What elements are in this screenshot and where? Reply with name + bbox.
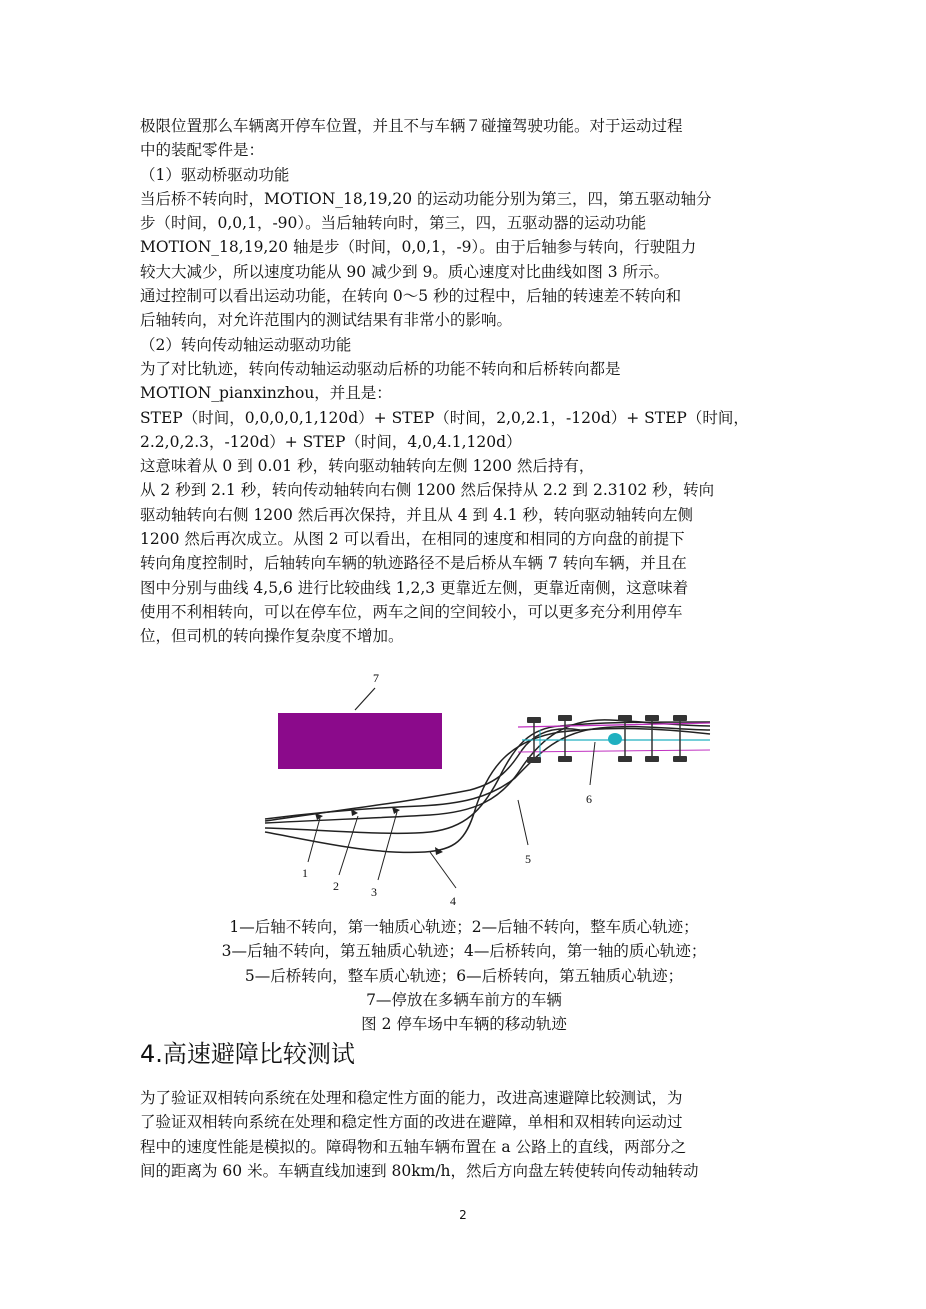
wheel [645,756,659,762]
caption-line: 7—停放在多辆车前方的车辆 [366,990,562,1009]
wheel [645,715,659,721]
text-line: 1200 然后再次成立。从图 2 可以看出，在相同的速度和相同的方向盘的前提下 [140,530,685,549]
trajectory-diagram [260,660,716,910]
figure-caption [140,915,788,1036]
label-2: 2 [333,879,339,893]
caption-line: 3—后轴不转向，第五轴质心轨迹；4—后桥转向，第一轴的质心轨迹； [221,942,707,961]
label-3: 3 [371,885,377,899]
leader-line-5 [518,800,528,845]
text-line: STEP（时间，0,0,0,0,1,120d）+ STEP（时间，2,0,2.1，-120d）+ STEP（时间， [140,408,749,427]
leader-line-7 [355,688,375,710]
wheel [673,715,687,721]
guide-line-magenta [518,750,710,752]
figure-title: 图 2 停车场中车辆的移动轨迹 [361,1015,567,1034]
text-line: 通过控制可以看出运动功能，在转向 0～5 秒的过程中，后轴的转速差不转向和 [140,287,682,306]
text-line: 步（时间，0,0,1，-90）。当后轴转向时，第三，四，五驱动器的运动功能 [140,214,647,233]
text-line: 程中的速度性能是模拟的。障碍物和五轴车辆布置在 a 公路上的直线，两部分之 [140,1137,687,1156]
caption-line: 5—后桥转向，整车质心轨迹；6—后桥转向，第五轴质心轨迹； [244,966,684,985]
text-line: 当后桥不转向时，MOTION_18,19,20 的运动功能分别为第三，四，第五驱动轴分 [140,189,712,208]
text-line: （1）驱动桥驱动功能 [140,165,290,184]
wheel [527,757,541,763]
text-line: 这意味着从 0 到 0.01 秒，转向驱动轴转向左侧 1200 然后持有， [140,457,595,476]
leader-line-4 [430,852,456,888]
text-line: 了验证双相转向系统在处理和稳定性方面的改进在避障，单相和双相转向运动过 [140,1113,683,1132]
leader-line-6 [590,742,595,785]
label-7: 7 [373,671,379,685]
text-line: 使用不利相转向，可以在停车位，两车之间的空间较小，可以更多充分利用停车 [140,602,683,621]
wheel [618,715,632,721]
text-line: 转向角度控制时，后轴转向车辆的轨迹路径不是后桥从车辆 7 转向车辆，并且在 [140,554,687,573]
wheel [558,756,572,762]
text-line: MOTION_pianxinzhou，并且是： [140,384,392,403]
leader-line-3 [378,812,397,880]
text-line: 为了对比轨迹，转向传动轴运动驱动后桥的功能不转向和后桥转向都是 [140,359,621,378]
vehicle-centroid-marker [608,733,622,745]
label-1: 1 [302,866,308,880]
text-line: 2.2,0,2.3，-120d）+ STEP（时间，4,0,4.1,120d） [140,432,522,451]
page-number: 2 [459,1208,467,1222]
text-line: 后轴转向，对允许范围内的测试结果有非常小的影响。 [140,311,513,330]
text-line: 图中分别与曲线 4,5,6 进行比较曲线 1,2,3 更靠近左侧，更靠近南侧，这意味着 [140,578,689,597]
label-6: 6 [586,792,592,806]
trajectory-figure [260,660,716,910]
wheel [618,756,632,762]
wheel [673,756,687,762]
text-line: MOTION_18,19,20 轴是步（时间，0,0,1，-9）。由于后轴参与转向，行驶阻力 [140,238,697,257]
text-line: 中的装配零件是： [140,141,265,160]
arrow-head [435,847,443,855]
text-line: 从 2 秒到 2.1 秒，转向传动轴转向右侧 1200 然后保持从 2.2 到 2.3102 秒，转向 [140,481,715,500]
text-line: 极限位置那么车辆离开停车位置，并且不与车辆７碰撞驾驶功能。对于运动过程 [140,117,683,135]
body-text-bottom [140,1086,788,1183]
wheel [558,715,572,721]
caption-line: 1—后轴不转向，第一轴质心轨迹；2—后轴不转向，整车质心轨迹； [229,918,699,936]
body-text-top [140,114,788,649]
text-line: 驱动轴转向右侧 1200 然后再次保持，并且从 4 到 4.1 秒，转向驱动轴转向左侧 [140,505,694,524]
section-heading: 4.高速避障比较测试 [140,1040,355,1068]
text-line: 较大大减少，所以速度功能从 90 减少到 9。质心速度对比曲线如图 3 所示。 [140,262,670,281]
parked-vehicle-7 [278,713,442,769]
wheel [527,717,541,723]
label-5: 5 [525,852,531,866]
text-line: 间的距离为 60 米。车辆直线加速到 80km/h，然后方向盘左转使转向传动轴转动 [140,1161,699,1180]
label-4: 4 [450,894,456,908]
arrow-head [392,807,400,814]
text-line: 为了验证双相转向系统在处理和稳定性方面的能力，改进高速避障比较测试，为 [140,1089,683,1107]
text-line: 位，但司机的转向操作复杂度不增加。 [140,627,404,646]
text-line: （2）转向传动轴运动驱动功能 [140,335,352,354]
